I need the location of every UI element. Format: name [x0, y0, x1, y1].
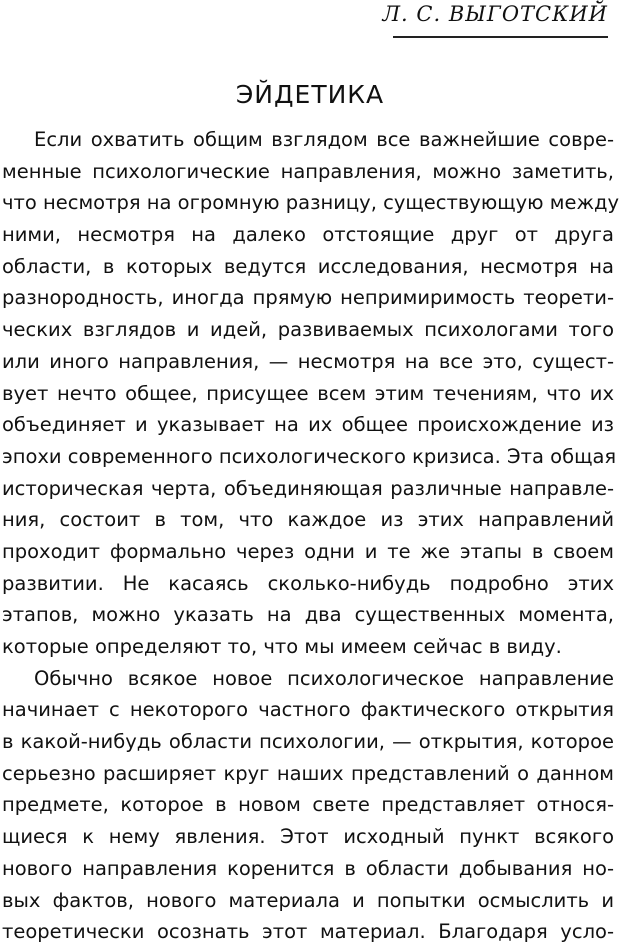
- text-line: которые определяют то, что мы имеем сейчас в виду.: [2, 635, 562, 658]
- text-line: ними, несмотря на далеко отстоящие друг от друга: [2, 223, 614, 247]
- text-line: объединяет и указывает на их общее происхождение из: [2, 413, 614, 437]
- text-line: Обычно всякое новое психологическое направление: [34, 666, 614, 690]
- text-line: нового направления коренится в области добывания но-: [2, 856, 614, 880]
- text-line: что несмотря на огромную разницу, существующую между: [2, 191, 620, 215]
- text-line: ческих взглядов и идей, развиваемых психологами того: [2, 318, 614, 342]
- text-line: вых фактов, нового материала и попытки осмыслить и: [2, 888, 614, 912]
- text-line: развитии. Не касаясь сколько-нибудь подробно этих: [2, 571, 614, 595]
- text-line: историческая черта, объединяющая различные направле-: [2, 476, 614, 500]
- text-line: предмете, которое в новом свете представляет относя-: [2, 793, 614, 817]
- body-text: [0, 124, 620, 948]
- text-line: в какой-нибудь области психологии, — открытия, которое: [2, 730, 614, 754]
- running-head-rule: [393, 36, 608, 38]
- chapter-title: ЭЙДЕТИКА: [235, 80, 385, 109]
- text-line: ния, состоит в том, что каждое из этих направлений: [2, 508, 614, 532]
- text-line: серьезно расширяет круг наших представлений о данном: [2, 761, 614, 785]
- text-line: проходит формально через одни и те же этапы в своем: [2, 539, 614, 563]
- text-line: или иного направления, — несмотря на все это, сущест-: [2, 349, 614, 373]
- text-line: щиеся к нему явления. Этот исходный пункт всякого: [2, 825, 614, 849]
- text-line: области, в которых ведутся исследования, несмотря на: [2, 254, 614, 278]
- text-line: разнородность, иногда прямую непримиримость теорети-: [2, 286, 614, 310]
- text-line: этапов, можно указать на два существенных момента,: [2, 603, 614, 627]
- text-line: Если охватить общим взглядом все важнейшие совре-: [34, 128, 614, 151]
- running-head: Л. С. ВЫГОТСКИЙ: [382, 2, 608, 26]
- text-line: эпохи современного психологического кризиса. Эта общая: [2, 444, 617, 468]
- text-line: менные психологические направления, можно заметить,: [2, 159, 614, 183]
- text-line: вует нечто общее, присущее всем этим течениям, что их: [2, 381, 614, 405]
- text-line: начинает с некоторого частного фактического открытия: [2, 698, 614, 722]
- text-line: теоретически осознать этот материал. Благодаря усло-: [2, 920, 614, 944]
